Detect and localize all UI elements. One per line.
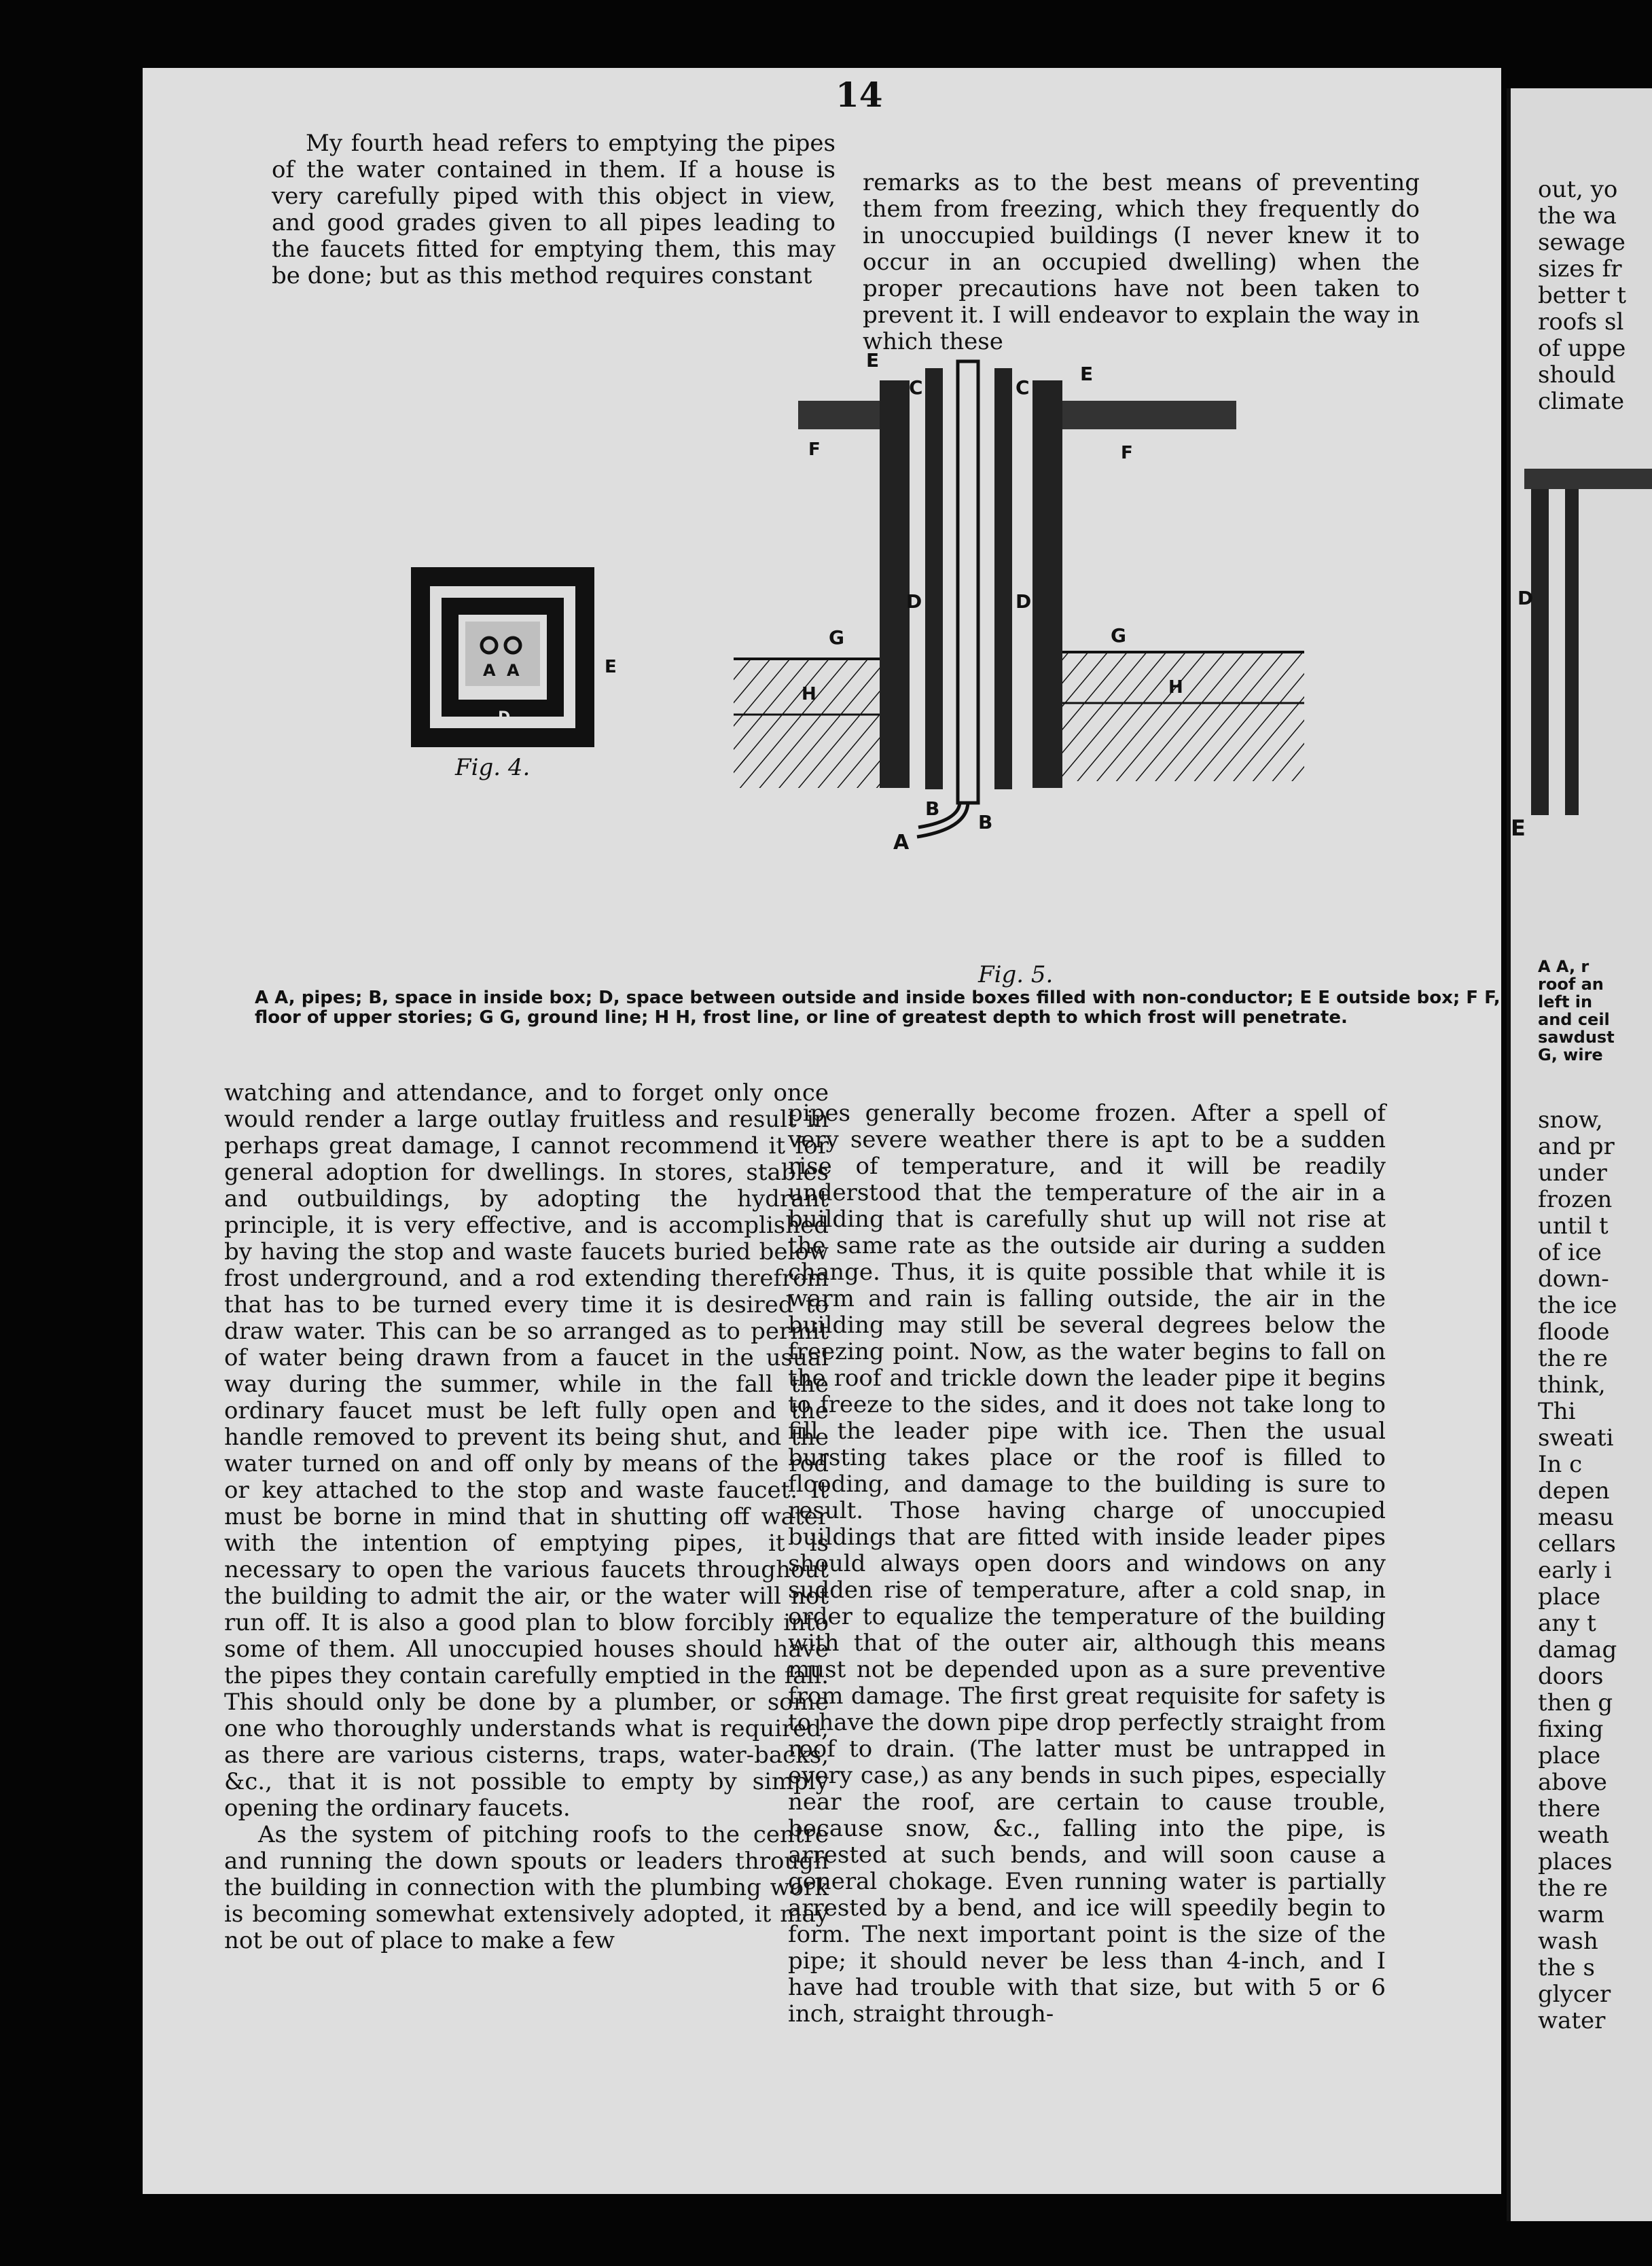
bottom-left-column: [224, 1080, 829, 1954]
page-number: 14: [836, 75, 883, 115]
fig5-label-b1: B: [925, 797, 940, 820]
fig4-label-a1: A: [483, 661, 496, 680]
figure-caption: A A, pipes; B, space in inside box; D, space between outside and inside boxes filled with non-conductor; E E outside box; F F, floor of upper stories; G G, ground line; H H, frost line, or line of greatest depth to which frost will penetrate.: [255, 988, 1501, 1028]
fig5-label-f1: F: [808, 439, 821, 460]
figure-4-label: Fig. 4.: [455, 754, 531, 781]
bottom-left-paragraph-1: watching and attendance, and to forget only once would render a large outlay fruitless and result in perhaps great damage, I cannot recommend it for general adoption for dwellings. In stores, stables and outbuildings, by adopting the hydrant principle, it is very effective, and is accomplished by having the stop and waste faucets buried below frost underground, and a rod extending therefrom that has to be turned every time it is desired to draw water. This can be so arranged as to permit of water being drawn from a faucet in the usual way during the summer, while in the fall the ordinary faucet must be left fully open and the handle removed to prevent its being shut, and the water turned on and off only by means of the rod or key attached to the stop and waste faucet. It must be borne in mind that in shutting off water with the intention of emptying pipes, it is necessary to open the various faucets throughout the building to admit the air, or the water will not run off. It is also a good plan to blow forcibly into some of them. All unoccupied houses should have the pipes they contain carefully emptied in the fall. This should only be done by a plumber, or some one who thoroughly understands what is required, as there are various cisterns, traps, water-backs, &c., that it is not possible to empty by simply opening the ordinary faucets.: [224, 1079, 829, 1822]
next-page-fig-label-e: E: [1511, 815, 1526, 841]
fig5-label-a: A: [893, 831, 910, 855]
bottom-left-paragraph-2: As the system of pitching roofs to the centre and running the down spouts or leaders through the building in connection with the plumbing work is becoming somewhat extensively adopted, it may not be out of place to make a few: [224, 1821, 829, 1954]
figure-5-label: Fig. 5.: [978, 961, 1054, 988]
fig5-label-h2: H: [1168, 677, 1183, 698]
fig5-label-c2: C: [1016, 376, 1030, 399]
fig4-label-d: D: [498, 709, 511, 726]
fig5-label-d1: D: [906, 590, 922, 613]
book-page: [143, 68, 1501, 2194]
top-right-paragraph: remarks as to the best means of preventing them from freezing, which they frequently do in unoccupied buildings (I never knew it to occur in an occupied dwelling) when the proper precautions have not been taken to prevent it. I will endeavor to explain the way in which these: [863, 169, 1420, 355]
next-page-caption-lines: A A, r roof an left in and ceil sawdust G, wire: [1538, 957, 1615, 1064]
top-left-paragraph: My fourth head refers to emptying the pipes of the water contained in them. If a house is very carefully piped with this object in view, and good grades given to all pipes leading to the faucets fitted for emptying them, this may be done; but as this method requires constant: [272, 130, 836, 289]
fig5-label-f2: F: [1121, 443, 1133, 463]
fig4-label-a2: A: [507, 661, 520, 680]
next-page-figure: [1511, 469, 1652, 958]
figure-5-diagram: [734, 353, 1304, 951]
next-page-bottom-lines: snow, and pr under frozen until t of ice down- the ice floode the re think, Thi sweati In c depen measu cellars early i place any t damag doors then g fixing place above there weath places the re warm wash the s glycer water: [1538, 1107, 1617, 2034]
fig5-label-h1: H: [802, 684, 816, 704]
fig5-label-g1: G: [829, 626, 844, 649]
fig5-label-c1: C: [909, 376, 923, 399]
fig5-label-b2: B: [978, 811, 993, 833]
fig5-label-g2: G: [1111, 624, 1126, 647]
adjacent-page-fragment: [1507, 88, 1652, 2221]
next-page-fig-label-d: D: [1518, 587, 1534, 609]
fig4-label-e: E: [605, 657, 617, 677]
bottom-right-column: pipes generally become frozen. After a spell of very severe weather there is apt to be a sudden rise of temperature, and it will be readily understood that the temperature of the air in a building that is carefully shut up will not rise at the same rate as the outside air during a sudden change. Thus, it is quite possible that while it is warm and rain is falling outside, the air in the building may still be several degrees below the freezing point. Now, as the water begins to fall on the roof and trickle down the leader pipe it begins to freeze to the sides, and it does not take long to fill the leader pipe with ice. Then the usual bursting takes place or the roof is filled to flooding, and damage to the building is sure to result. Those having charge of unoccupied buildings that are fitted with inside leader pipes should always open doors and windows on any sudden rise of temperature, after a cold snap, in order to equalize the temperature of the building with that of the outer air, although this means must not be depended upon as a sure preventive from damage. The first great requisite for safety is to have the down pipe drop perfectly straight from roof to drain. (The latter must be untrapped in every case,) as any bends in such pipes, especially near the roof, are certain to cause trouble, because snow, &c., falling into the pipe, is arrested at such bends, and will soon cause a general chokage. Even running water is partially arrested by a bend, and ice will speedily begin to form. The next important point is the size of the pipe; it should never be less than 4-inch, and I have had trouble with that size, but with 5 or 6 inch, straight through-: [788, 1100, 1386, 2028]
fig5-label-e1: E: [866, 353, 880, 372]
fig5-label-d2: D: [1016, 590, 1032, 613]
fig5-label-e2: E: [1080, 363, 1094, 385]
next-page-top-lines: out, yo the wa sewage sizes fr better t roofs sl of uppe should climate: [1538, 176, 1627, 415]
